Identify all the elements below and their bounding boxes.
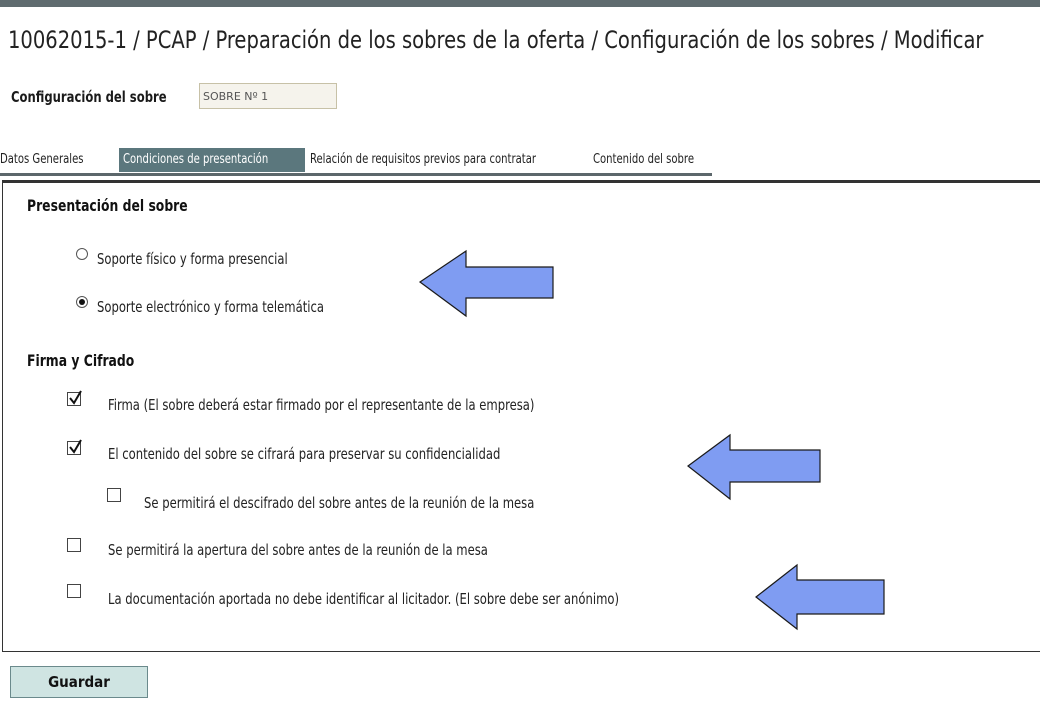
config-sobre-field[interactable]: SOBRE Nº 1 [199, 83, 337, 109]
checkbox-firma[interactable] [67, 392, 81, 406]
page-title: 10062015-1 / PCAP / Preparación de los sobres de la oferta / Configuración de los sobres / Modificar [8, 26, 984, 54]
presentacion-title: Presentación del sobre [27, 196, 188, 215]
checkbox-anonimo[interactable] [67, 584, 81, 598]
option-apertura-label: Se permitirá la apertura del sobre antes de la reunión de la mesa [108, 541, 488, 559]
firma-title: Firma y Cifrado [27, 351, 135, 370]
checkbox-apertura[interactable] [67, 538, 81, 552]
tab-underline [0, 173, 712, 176]
checkmark-icon [68, 390, 82, 406]
arrow-left-icon [418, 248, 556, 320]
radio-selected-dot [79, 299, 85, 305]
tab-contenido-sobre[interactable]: Contenido del sobre [593, 152, 695, 167]
option-cifrado-label: El contenido del sobre se cifrará para preservar su confidencialidad [108, 445, 501, 463]
option-anonimo-label: La documentación aportada no debe identificar al licitador. (El sobre debe ser anónimo) [108, 590, 620, 608]
option-soporte-electronico-label: Soporte electrónico y forma telemática [97, 298, 324, 316]
checkbox-descifrado[interactable] [107, 488, 121, 502]
config-label: Configuración del sobre [11, 88, 167, 106]
radio-soporte-electronico[interactable] [76, 296, 88, 308]
option-descifrado-label: Se permitirá el descifrado del sobre antes de la reunión de la mesa [144, 494, 535, 512]
option-firma-label: Firma (El sobre deberá estar firmado por el representante de la empresa) [108, 396, 535, 414]
top-bar [0, 0, 1040, 7]
tab-bar [0, 146, 1040, 173]
arrow-left-icon [686, 432, 823, 502]
option-soporte-fisico-label: Soporte físico y forma presencial [97, 250, 288, 268]
radio-soporte-fisico[interactable] [76, 248, 88, 260]
tab-datos-generales[interactable]: Datos Generales [0, 152, 84, 167]
arrow-left-icon [754, 562, 887, 632]
save-button[interactable]: Guardar [10, 666, 148, 698]
tab-condiciones-presentacion[interactable]: Condiciones de presentación [119, 148, 305, 172]
checkmark-icon [68, 439, 82, 455]
checkbox-cifrado[interactable] [67, 441, 81, 455]
tab-relacion-requisitos[interactable]: Relación de requisitos previos para contratar [310, 152, 537, 167]
